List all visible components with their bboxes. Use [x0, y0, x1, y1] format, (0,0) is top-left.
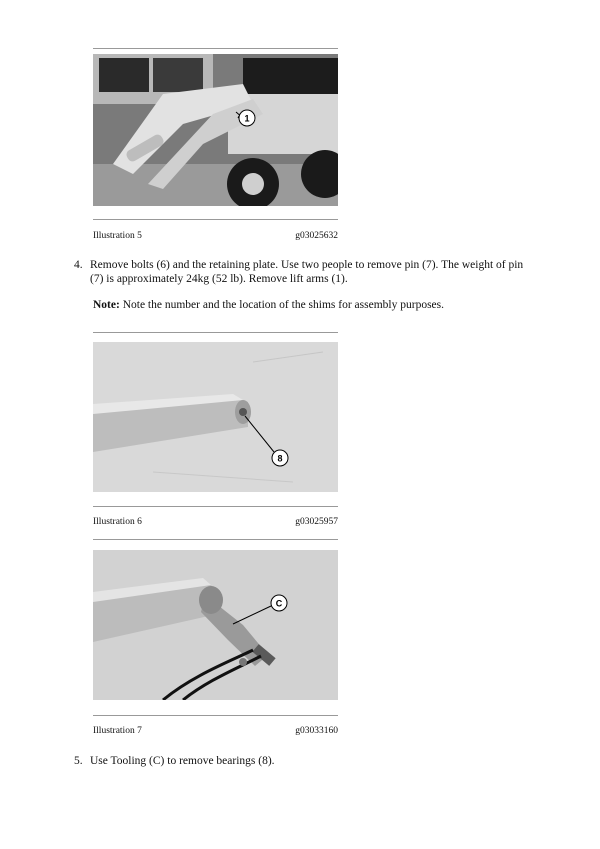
illustration-5-caption — [93, 231, 338, 241]
figure-code: g03025632 — [295, 231, 338, 241]
callout-1 — [93, 54, 338, 206]
figure-bottom-rule — [93, 219, 338, 220]
figure-code: g03033160 — [295, 726, 338, 736]
svg-text:1: 1 — [244, 113, 250, 124]
svg-text:8: 8 — [277, 453, 283, 464]
figure-code: g03025957 — [295, 517, 338, 527]
illustration-6-caption — [93, 517, 338, 527]
figure-bottom-rule — [93, 506, 338, 507]
step-text: Remove bolts (6) and the retaining plate. Use two people to remove pin (7). The weight of pin (7) is approximately 24kg (52 lb). Remove lift arms (1). — [90, 259, 524, 285]
illustration-7-caption — [93, 726, 338, 736]
step-text: Use Tooling (C) to remove bearings (8). — [90, 755, 275, 767]
figure-top-rule — [93, 48, 338, 49]
caption-label: Illustration 7 — [93, 726, 142, 736]
figure-top-rule — [93, 332, 338, 333]
figure-bottom-rule — [93, 715, 338, 716]
step-number: 5. — [74, 755, 83, 767]
figure-top-rule — [93, 539, 338, 540]
svg-text:C: C — [275, 598, 283, 609]
note-label: Note: — [93, 299, 120, 311]
caption-label: Illustration 6 — [93, 517, 142, 527]
step-number: 4. — [74, 259, 83, 271]
illustration-5-photo — [93, 54, 338, 206]
note-text: Note the number and the location of the shims for assembly purposes. — [122, 299, 444, 311]
illustration-6-photo — [93, 342, 338, 492]
note — [93, 298, 533, 312]
callout-8 — [93, 342, 338, 492]
callout-c — [93, 550, 338, 700]
illustration-7-photo — [93, 550, 338, 700]
caption-label: Illustration 5 — [93, 231, 142, 241]
